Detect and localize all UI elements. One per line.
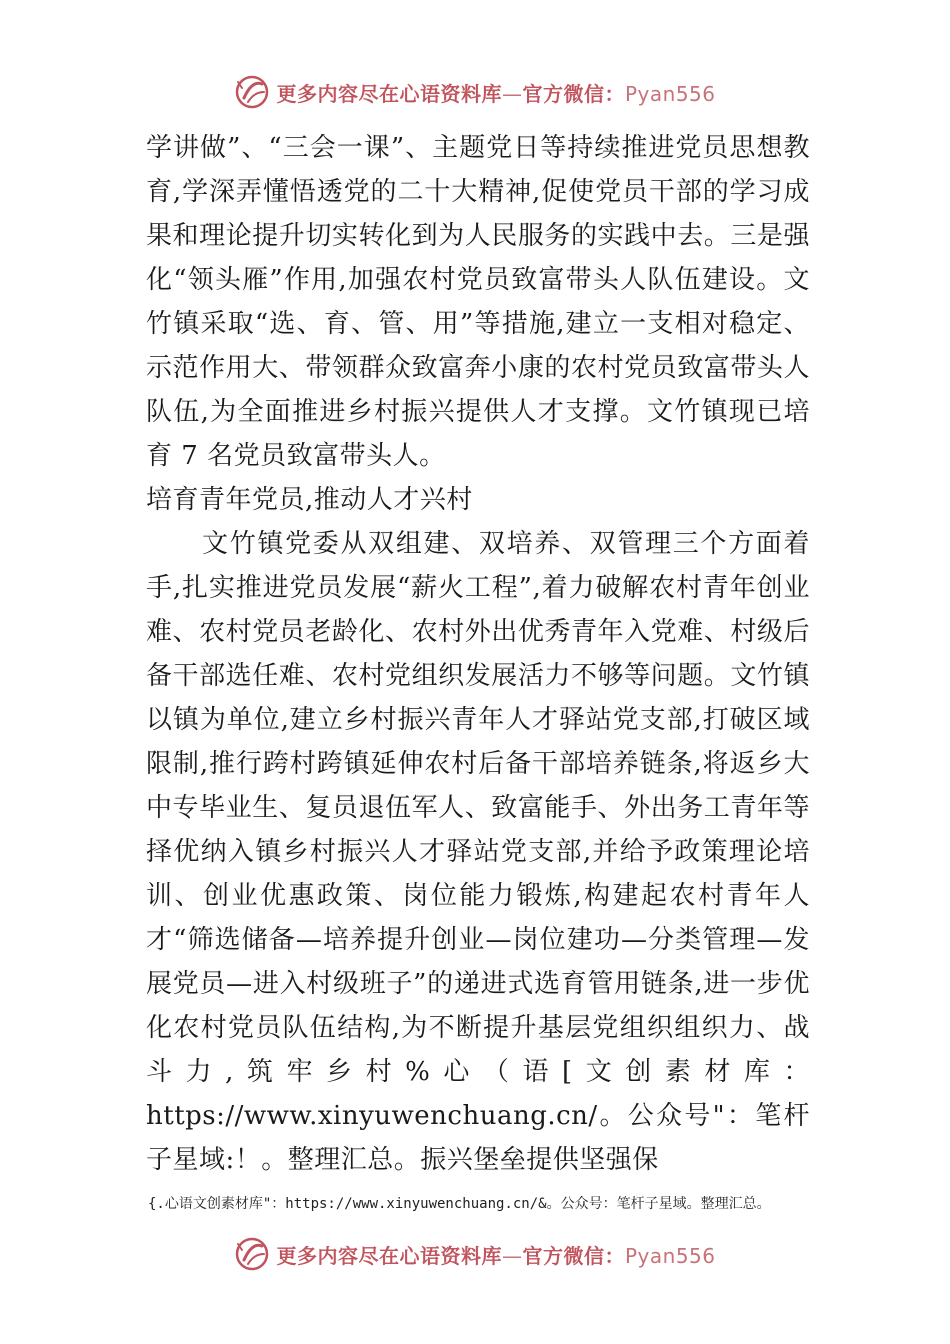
banner-wechat: Pyan556 xyxy=(624,81,716,106)
banner-wechat: Pyan556 xyxy=(624,1243,716,1268)
banner-main: 更多内容尽在心语资料库 xyxy=(276,1243,502,1268)
paragraph-1: 学讲做”、“三会一课”、主题党日等持续推进党员思想教育,学深弄懂悟透党的二十大精神,促使党员干部的学习成果和理论提升切实转化到为人民服务的实践中去。三是强化“领头雁”作用,加强农村党员致富带头人队伍建设。文竹镇采取“选、育、管、用”等措施,建立一支相对稳定、示范作用大、带领群众致富奔小康的农村党员致富带头人队伍,为全面推进乡村振兴提供人才支撑。文竹镇现已培育 7 名党员致富带头人。 xyxy=(146,133,810,471)
section-heading: 培育青年党员,推动人才兴村 xyxy=(146,485,473,515)
footer-note: {.心语文创素材库"：https://www.xinyuwenchuang.cn/&。公众号：笔杆子星域。整理汇总。 xyxy=(148,1196,771,1212)
banner-suffix: 官方微信： xyxy=(522,81,625,106)
banner-text xyxy=(276,78,715,107)
banner-sep: — xyxy=(501,81,523,106)
logo-icon xyxy=(234,1236,270,1272)
banner-sep: — xyxy=(501,1243,523,1268)
banner-text xyxy=(276,1240,715,1269)
document-body xyxy=(146,126,810,1182)
banner-suffix: 官方微信： xyxy=(522,1243,625,1268)
header-banner xyxy=(0,70,950,114)
banner-main: 更多内容尽在心语资料库 xyxy=(276,81,502,106)
logo-icon xyxy=(234,74,270,110)
paragraph-2: 文竹镇党委从双组建、双培养、双管理三个方面着手,扎实推进党员发展“薪火工程”,着力破解农村青年创业难、农村党员老龄化、农村外出优秀青年入党难、村级后备干部选任难、农村党组织发展活力不够等问题。文竹镇以镇为单位,建立乡村振兴青年人才驿站党支部,打破区域限制,推行跨村跨镇延伸农村后备干部培养链条,将返乡大中专毕业生、复员退伍军人、致富能手、外出务工青年等择优纳入镇乡村振兴人才驿站党支部,并给予政策理论培训、创业优惠政策、岗位能力锻炼,构建起农村青年人才“筛选储备—培养提升创业—岗位建功—分类管理—发展党员—进入村级班子”的递进式选育管用链条,进一步优化农村党员队伍结构,为不断提升基层党组织组织力、战斗力,筑牢乡村%心（语[文创素材库：https://www.xinyuwenchuang.cn/。公众号"：笔杆子星域:！。整理汇总。振兴堡垒提供坚强保 xyxy=(146,529,810,1175)
footer-banner xyxy=(0,1232,950,1276)
